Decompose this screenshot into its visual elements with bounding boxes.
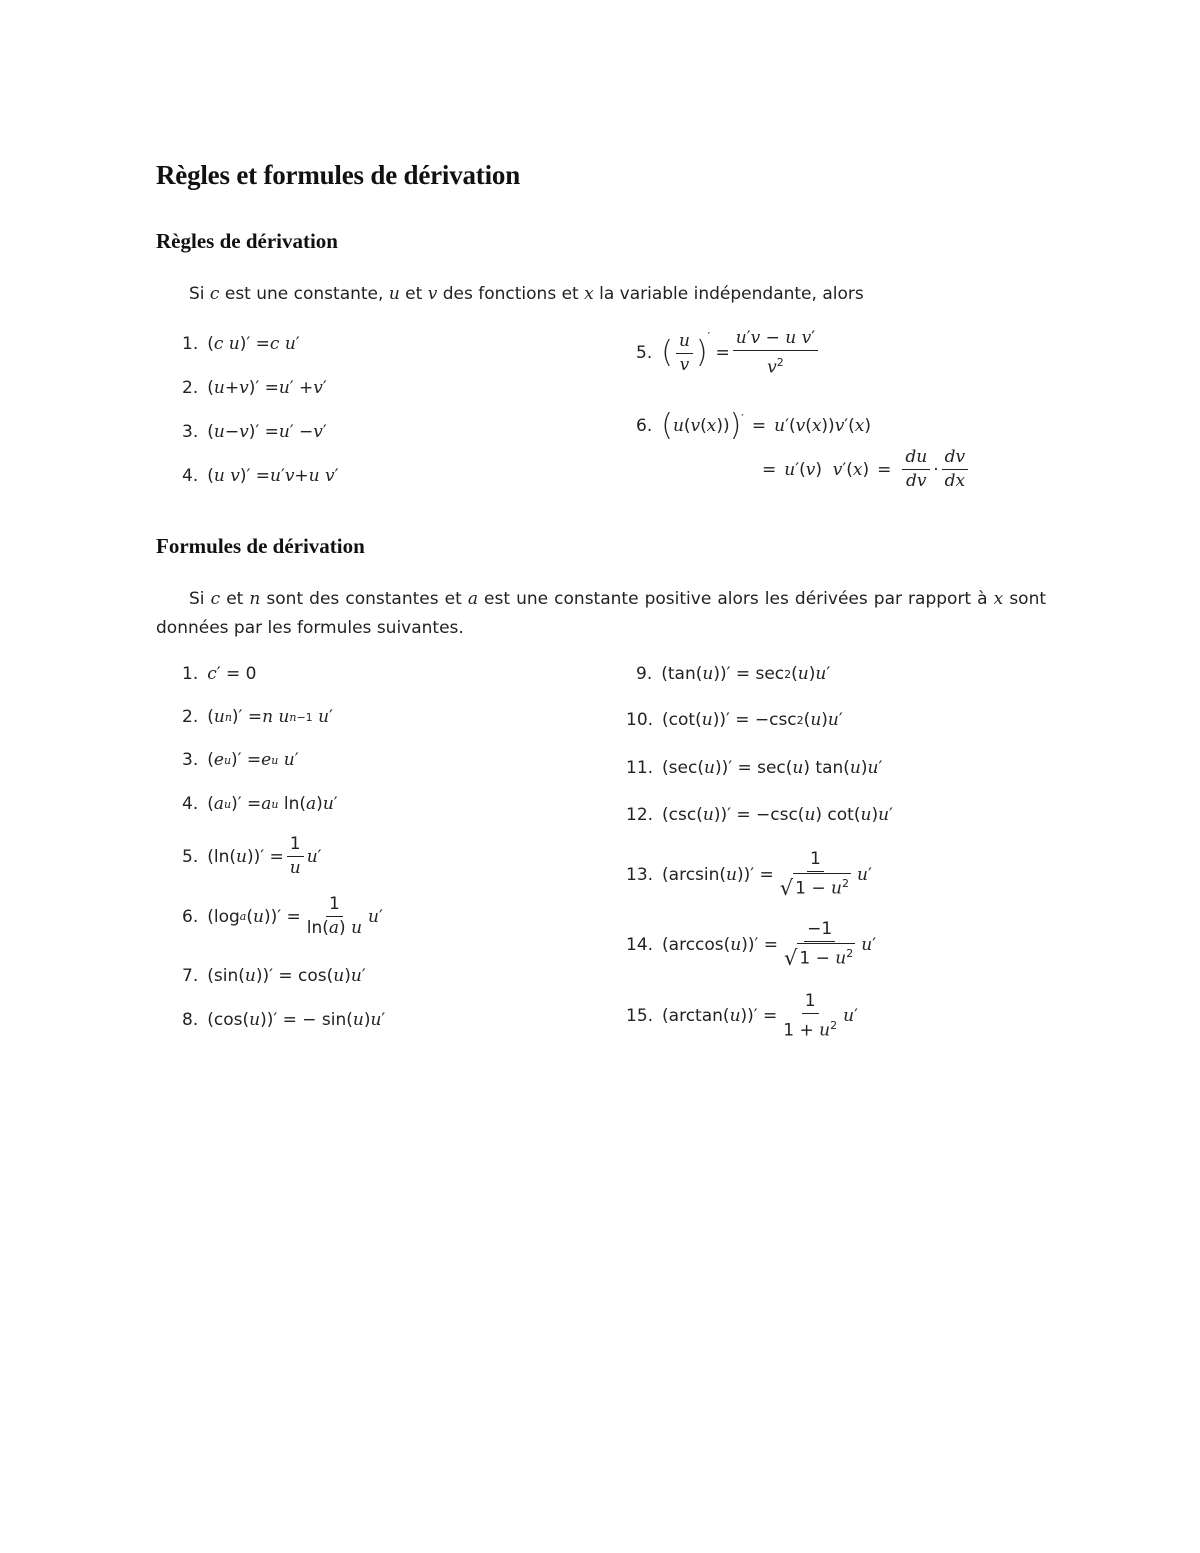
formula-15: 15. (arctan( u ))′ = $\frac{1}{1 + u^2}$ u ′ [626,991,858,1041]
formula-11: 11. (sec( u ))′ = sec( u ) tan( u ) u ′ [626,758,883,778]
section-intro-formules: Si c et n sont des constantes et a est une constante positive alors les dérivées par rapport à x sont données par les formules suivantes. [156,589,1047,638]
formula-12: 12. (csc( u ))′ = −csc( u ) cot( u ) u ′ [626,805,893,825]
formula-13: 13. (arcsin( u ))′ = 1 √ $1 - u^2$ u ′ [626,849,872,900]
formula-6: 6. (log a ( u ))′ = $\frac{1}{\ln(a) u}$ u ′ [182,894,383,938]
section-heading-formules: Formules de dérivation [156,534,365,558]
formula-10: 10. (cot( u ))′ = −csc 2 ( u ) u ′ [626,710,843,730]
rule-3: 3. ( u − v )′ = u ′ − v ′ [182,422,327,442]
formula-7: 7. (sin( u ))′ = cos( u ) u ′ [182,966,366,986]
formula-2: 2. ( u n )′ = n u n−1 u ′ [182,707,333,727]
rule-4: 4. ( u v )′ = u ′ v + u v ′ [182,466,339,486]
rule-5: 5. ( $\frac{u}{v}$ ) ′ = $\frac{\text{u′v − u v′}}{v^2}$ [636,328,821,379]
formula-3: 3. ( e u )′ = e u u ′ [182,750,299,770]
formula-9: 9. (tan( u ))′ = sec 2 ( u ) u ′ [636,664,831,684]
rule-2: 2. ( u + v )′ = u ′ + v ′ [182,378,327,398]
page-title: Règles et formules de dérivation [156,160,521,190]
section-heading-regles: Règles de dérivation [156,229,338,253]
formula-5: 5. (ln( u ))′ = $\frac{1}{u}$ u ′ [182,834,322,878]
formula-4: 4. ( a u )′ = a u ln( a ) u ′ [182,794,338,814]
rule-6-line-2: = u ′( v ) v ′( x ) = $\frac{du}{dv}$ · $\frac{dv}{dx}$ [762,447,971,492]
rule-6: 6. ( u ( v ( x )) ) ′ = u ′( v ( x )) v ′( x ) [636,408,872,443]
formula-14: 14. (arccos( u ))′ = −1 √ $1 - u^2$ u ′ [626,919,877,970]
formula-8: 8. (cos( u ))′ = − sin( u ) u ′ [182,1010,386,1030]
section-intro-regles: Si c est une constante, u et v des fonctions et x la variable indépendante, alors [189,284,864,304]
formula-1: 1. c ′ = 0 [182,664,257,684]
rule-1: 1. ( c u )′ = c u ′ [182,334,300,354]
